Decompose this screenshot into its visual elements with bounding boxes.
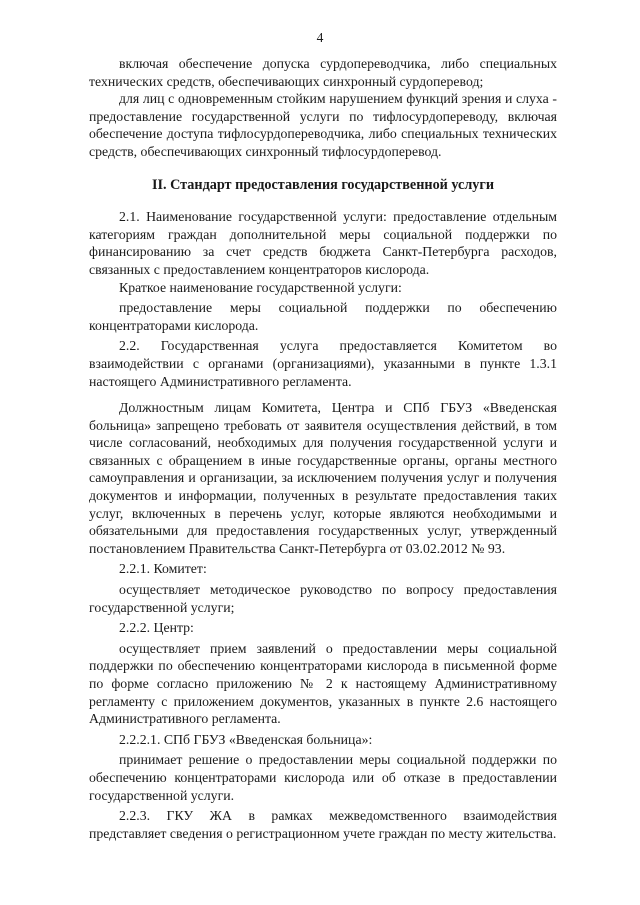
paragraph: для лиц с одновременным стойким нарушением функций зрения и слуха - предоставление государственной услуги по тифлосурдопереводу, включая обеспечение доступа тифлосурдопереводчика, либо специальных технических средств, обеспечивающих синхронный тифлосурдоперевод.	[89, 91, 557, 159]
paragraph: 2.1. Наименование государственной услуги: предоставление отдельным категориям граждан дополнительной меры социальной поддержки по финансированию за счет средств бюджета Санкт-Петербурга расходов, связанных с предоставлением концентраторов кислорода.	[89, 209, 557, 277]
paragraph: 2.2.2. Центр:	[119, 620, 194, 636]
paragraph: 2.2. Государственная услуга предоставляется Комитетом во взаимодействии с органами (организациями), указанными в пункте 1.3.1 настоящего Административного регламента.	[89, 338, 557, 389]
document-body	[89, 55, 557, 842]
paragraph: включая обеспечение допуска сурдопереводчика, либо специальных технических средств, обеспечивающих синхронный сурдоперевод;	[89, 56, 557, 89]
paragraph: Должностным лицам Комитета, Центра и СПб ГБУЗ «Введенская больница» запрещено требовать от заявителя осуществления действий, в том числе согласований, необходимых для получения государственной услуги и связанных с обращением в иные государственные органы, органы местного самоуправления и организации, за исключением получения услуг и получения документов и информации, полученных в результате предоставления таких услуг, включенных в перечень услуг, которые являются необходимыми и обязательными для предоставления государственных услуг, утвержденный постановлением Правительства Санкт-Петербурга от 03.02.2012 № 93.	[89, 400, 557, 556]
paragraph: 2.2.1. Комитет:	[119, 561, 207, 577]
page-number: 4	[316, 30, 324, 45]
paragraph: осуществляет методическое руководство по вопросу предоставления государственной услуги;	[89, 582, 557, 615]
paragraph: 2.2.2.1. СПб ГБУЗ «Введенская больница»:	[119, 731, 373, 747]
paragraph: Краткое наименование государственной услуги:	[119, 279, 402, 295]
paragraph: предоставление меры социальной поддержки по обеспечению концентраторами кислорода.	[89, 300, 557, 333]
paragraph: осуществляет прием заявлений о предоставлении меры социальной поддержки по обеспечению концентраторами кислорода в письменной форме по форме согласно приложению № 2 к настоящему Административному регламенту с приложением документов, указанных в пункте 2.6 настоящего Административного регламента.	[89, 640, 557, 727]
paragraph: принимает решение о предоставлении меры социальной поддержки по обеспечению концентраторами кислорода или об отказе в предоставлении государственной услуги.	[89, 752, 557, 803]
section-heading: II. Стандарт предоставления государственной услуги	[151, 176, 495, 193]
paragraph: 2.2.3. ГКУ ЖА в рамках межведомственного взаимодействия представляет сведения о регистрационном учете граждан по месту жительства.	[89, 808, 557, 841]
